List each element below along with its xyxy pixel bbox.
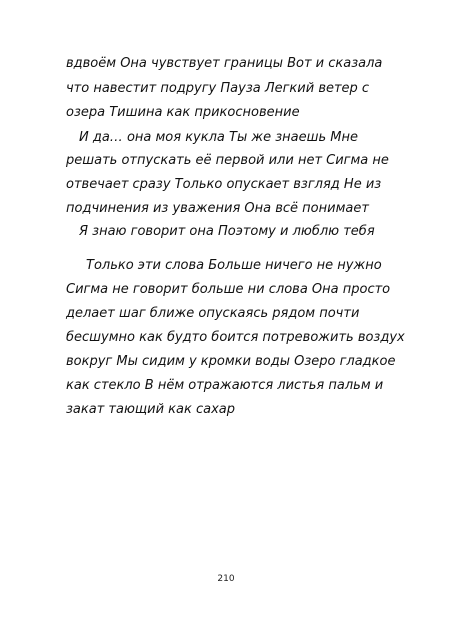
- text-line: как стекло В нём отражаются листья пальм и: [66, 378, 384, 393]
- text-line: бесшумно как будто боится потревожить воздух: [66, 330, 405, 345]
- text-line: Только эти слова Больше ничего не нужно: [86, 258, 382, 273]
- text-line: закат тающий как сахар: [66, 402, 235, 417]
- text-line: подчинения из уважения Она всё понимает: [66, 201, 369, 216]
- page-number: 210: [217, 574, 235, 584]
- text-line: делает шаг ближе опускаясь рядом почти: [66, 306, 360, 321]
- text-line: вдвоём Она чувствует границы Вот и сказала: [66, 56, 383, 71]
- text-line: вокруг Мы сидим у кромки воды Озеро гладкое: [66, 354, 396, 369]
- text-line: решать отпускать её первой или нет Сигма не: [66, 153, 389, 168]
- text-line: озера Тишина как прикосновение: [66, 105, 300, 120]
- text-line: Сигма не говорит больше ни слова Она просто: [66, 282, 391, 297]
- text-line: отвечает сразу Только опускает взгляд Не из: [66, 177, 382, 192]
- text-line: И да… она моя кукла Ты же знаешь Мне: [79, 130, 358, 145]
- text-line: Я знаю говорит она Поэтому и люблю тебя: [79, 224, 375, 239]
- text-line: что навестит подругу Пауза Легкий ветер с: [66, 81, 370, 96]
